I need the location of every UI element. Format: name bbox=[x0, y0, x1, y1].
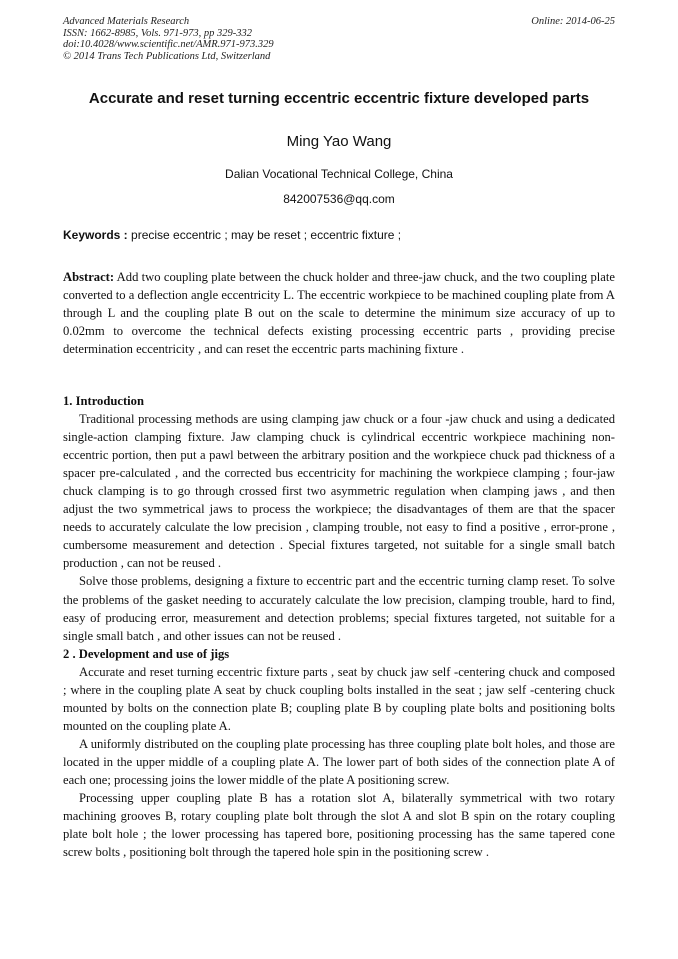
section-heading: 1. Introduction bbox=[63, 394, 144, 408]
paragraph: Solve those problems, designing a fixture to eccentric part and the eccentric turning clamp reset. To solve the problems of the gasket needing to accurately calculate the low precision, clamping trouble, hard to find, easy of producing error, measurement and detection problems; special fixtures targeted, not suitable for a single small batch , and other issues can not be reused . bbox=[63, 574, 615, 643]
journal-name: Advanced Materials Research bbox=[63, 16, 190, 27]
paragraph: Traditional processing methods are using clamping jaw chuck or a four -jaw chuck and using a dedicated single-action clamping fixture. Jaw clamping chuck is cylindrical eccentric workpiece machining non-eccentric portion, then put a pawl between the arbitrary position and the workpiece chuck pad thickness of a spacer pre-calculated , and the corrected bus eccentricity for machining the workpiece clamping ; four-jaw chuck clamping is to go through crossed first two asymmetric regulation when clamping jaws , and then adjust the two symmetrical jaws to process the workpiece; the disadvantages of them are that the spacer needs to accurately calculate the low precision , clamping trouble, not easy to find a positive , error-prone , cumbersome measurement and detection . Special fixtures targeted, not suitable for a single small batch production , can not be reused . bbox=[63, 412, 615, 571]
paragraph: A uniformly distributed on the coupling plate processing has three coupling plate bolt holes, and those are located in the upper middle of a coupling plate A. The lower part of both sides of the connection plate A of each one; processing joins the lower middle of the plate A positioning screw. bbox=[63, 736, 615, 787]
keywords bbox=[63, 228, 615, 243]
doi-line: doi:10.4028/www.scientific.net/AMR.971-973.329 bbox=[63, 39, 274, 51]
author-email: 842007536@qq.com bbox=[283, 192, 395, 206]
copyright-line: © 2014 Trans Tech Publications Ltd, Switzerland bbox=[63, 50, 271, 62]
paper-title: Accurate and reset turning eccentric eccentric fixture developed parts bbox=[88, 90, 590, 107]
journal-header bbox=[63, 16, 615, 62]
paragraph: Processing upper coupling plate B has a rotation slot A, bilaterally symmetrical with two rotary machining grooves B, rotary coupling plate bolt through the slot A and slot B spin on the rotary coupling plate bolt hole ; the lower processing has tapered bore, positioning processing has the same tapered cone screw bolts , positioning bolt through the tapered hole spin in the positioning screw . bbox=[63, 791, 615, 860]
issn-line: ISSN: 1662-8985, Vols. 971-973, pp 329-332 bbox=[63, 27, 252, 39]
keywords-text: precise eccentric ; may be reset ; eccentric fixture ; bbox=[127, 228, 402, 242]
author-name: Ming Yao Wang bbox=[286, 133, 392, 150]
author-affiliation: Dalian Vocational Technical College, China bbox=[225, 167, 453, 181]
main-text bbox=[63, 392, 615, 861]
abstract-label: Abstract: bbox=[63, 270, 115, 284]
paragraph: Accurate and reset turning eccentric fixture parts , seat by chuck jaw self -centering chuck and composed ; where in the coupling plate A seat by chuck coupling bolts installed in the seat ; jaw self -centering chuck mounted by bolts on the connection plate B; coupling plate B by coupling plate bolts and positioning bolts mounted on the coupling plate A. bbox=[63, 664, 615, 733]
keywords-label: Keywords : bbox=[63, 228, 128, 242]
section-heading: 2 . Development and use of jigs bbox=[63, 646, 230, 661]
abstract-text: Add two coupling plate between the chuck holder and three-jaw chuck, and the two coupling plate converted to a deflection angle eccentricity L. The eccentric workpiece to be machined coupling plate from A through L and the coupling plate B out on the scale to determine the minimum size accuracy of up to 0.02mm to overcome the technical defects existing processing eccentric parts , providing precise determination eccentricity , and can reset the eccentric parts machining fixture . bbox=[63, 270, 615, 357]
online-date: Online: 2014-06-25 bbox=[531, 16, 615, 27]
abstract bbox=[63, 268, 615, 358]
